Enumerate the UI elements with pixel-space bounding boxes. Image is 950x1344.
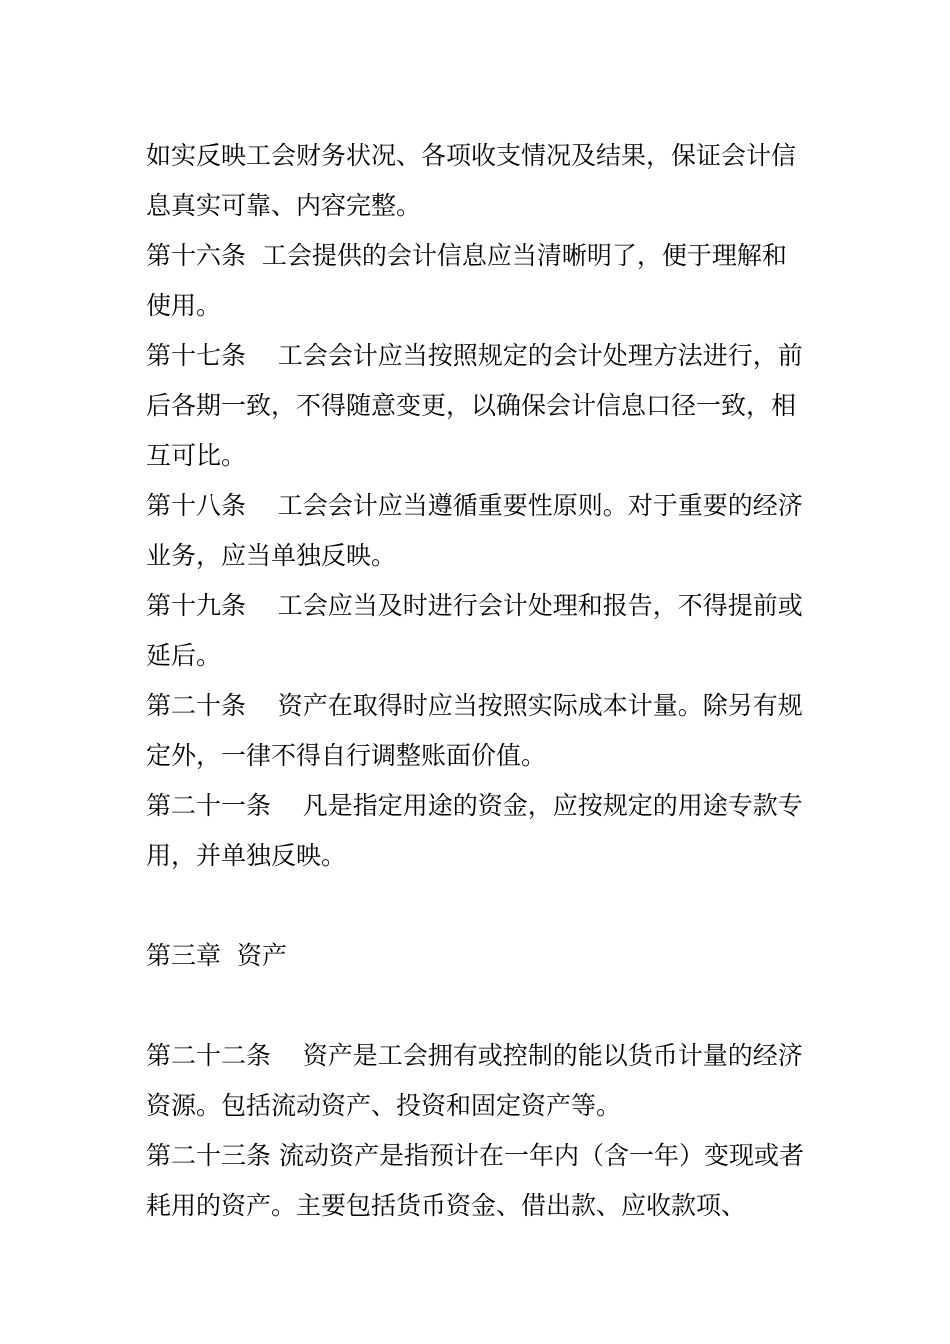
article-22: 第二十二条 资产是工会拥有或控制的能以货币计量的经济资源。包括流动资产、投资和固定资产等。 bbox=[146, 1041, 803, 1120]
article-18: 第十八条 工会会计应当遵循重要性原则。对于重要的经济业务，应当单独反映。 bbox=[146, 491, 803, 570]
paragraph-continuation: 如实反映工会财务状况、各项收支情况及结果，保证会计信息真实可靠、内容完整。 bbox=[146, 141, 797, 220]
article-23: 第二十三条 流动资产是指预计在一年内（含一年）变现或者耗用的资产。主要包括货币资金、借出款、应收款项、 bbox=[146, 1141, 804, 1220]
document-page bbox=[146, 131, 806, 1231]
article-17: 第十七条 工会会计应当按照规定的会计处理方法进行，前后各期一致，不得随意变更，以确保会计信息口径一致，相互可比。 bbox=[146, 341, 803, 470]
chapter-title: 第三章 资产 bbox=[146, 941, 287, 970]
article-21: 第二十一条 凡是指定用途的资金，应按规定的用途专款专用，并单独反映。 bbox=[146, 791, 803, 870]
article-19: 第十九条 工会应当及时进行会计处理和报告，不得提前或延后。 bbox=[146, 591, 803, 670]
article-16: 第十六条 工会提供的会计信息应当清晰明了，便于理解和使用。 bbox=[146, 241, 787, 320]
article-20: 第二十条 资产在取得时应当按照实际成本计量。除另有规定外，一律不得自行调整账面价值。 bbox=[146, 691, 803, 770]
